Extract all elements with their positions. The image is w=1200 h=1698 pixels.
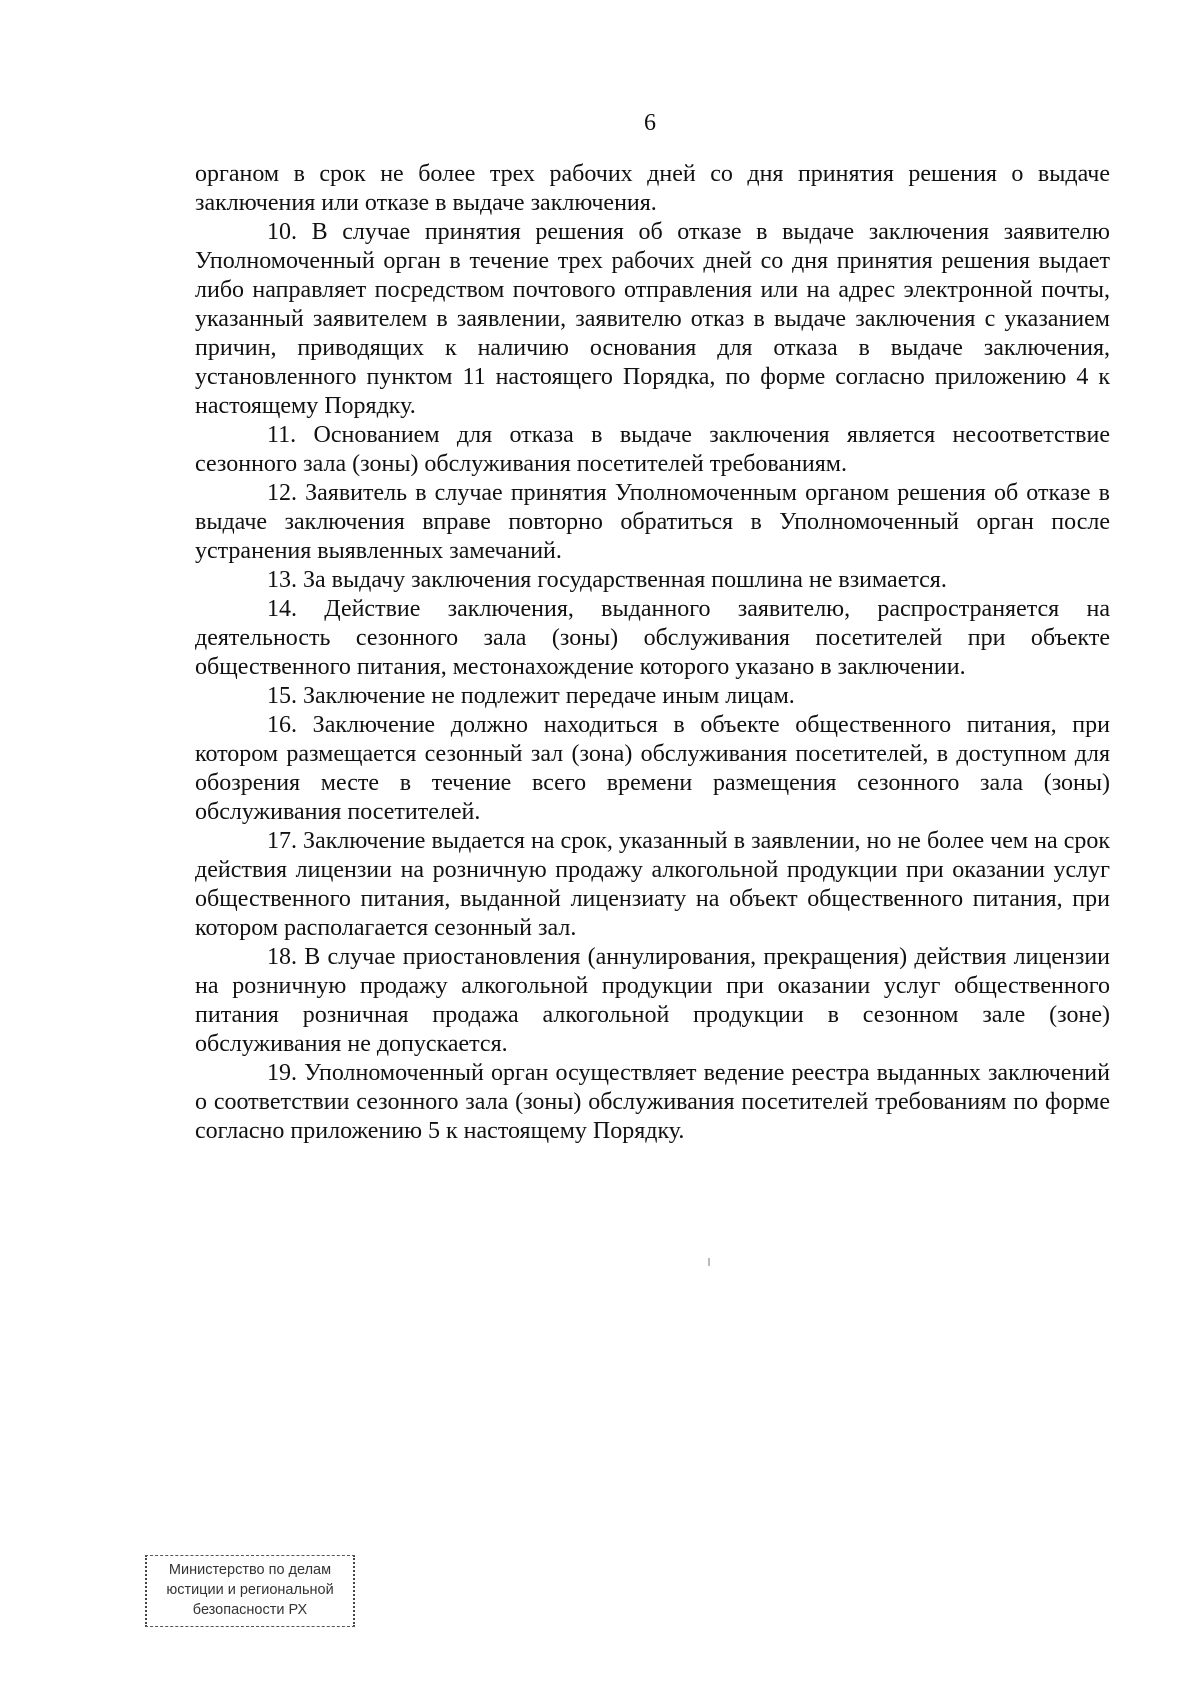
paragraph-17: 17. Заключение выдается на срок, указанный в заявлении, но не более чем на срок действия лицензии на розничную продажу алкогольной продукции при оказании услуг общественного питания, выданной лицензиату на объект общественного питания, при котором располагается сезонный зал. xyxy=(195,828,1110,941)
document-body xyxy=(195,160,1110,1146)
paragraph-11: 11. Основанием для отказа в выдаче заключения является несоответствие сезонного зала (зоны) обслуживания посетителей требованиям. xyxy=(195,422,1110,477)
paragraph-10: 10. В случае принятия решения об отказе в выдаче заключения заявителю Уполномоченный орган в течение трех рабочих дней со дня принятия решения выдает либо направляет посредством почтового отправления или на адрес электронной почты, указанный заявителем в заявлении, заявителю отказ в выдаче заключения с указанием причин, приводящих к наличию основания для отказа в выдаче заключения, установленного пунктом 11 настоящего Порядка, по форме согласно приложению 4 к настоящему Порядку. xyxy=(195,219,1110,419)
paragraph-continuation: органом в срок не более трех рабочих дней со дня принятия решения о выдаче заключения или отказе в выдаче заключения. xyxy=(195,161,1110,216)
stamp-line-3: безопасности РХ xyxy=(192,1602,308,1618)
scan-speck xyxy=(708,1258,710,1266)
page-number: 6 xyxy=(644,110,656,136)
paragraph-18: 18. В случае приостановления (аннулирования, прекращения) действия лицензии на розничную продажу алкогольной продукции при оказании услуг общественного питания розничная продажа алкогольной продукции в сезонном зале (зоне) обслуживания не допускается. xyxy=(195,944,1110,1057)
paragraph-16: 16. Заключение должно находиться в объекте общественного питания, при котором размещается сезонный зал (зона) обслуживания посетителей, в доступном для обозрения месте в течение всего времени размещения сезонного зала (зоны) обслуживания посетителей. xyxy=(195,712,1110,825)
paragraph-12: 12. Заявитель в случае принятия Уполномоченным органом решения об отказе в выдаче заключения вправе повторно обратиться в Уполномоченный орган после устранения выявленных замечаний. xyxy=(195,480,1110,564)
paragraph-13: 13. За выдачу заключения государственная пошлина не взимается. xyxy=(267,567,947,593)
paragraph-15: 15. Заключение не подлежит передаче иным лицам. xyxy=(267,683,795,709)
paragraph-14: 14. Действие заключения, выданного заявителю, распространяется на деятельность сезонного зала (зоны) обслуживания посетителей при объекте общественного питания, местонахождение которого указано в заключении. xyxy=(195,596,1110,680)
paragraph-19: 19. Уполномоченный орган осуществляет ведение реестра выданных заключений о соответствии сезонного зала (зоны) обслуживания посетителей требованиям по форме согласно приложению 5 к настоящему Порядку. xyxy=(195,1060,1110,1144)
ministry-stamp xyxy=(145,1555,355,1627)
stamp-line-2: юстиции и региональной xyxy=(166,1582,334,1598)
stamp-line-1: Министерство по делам xyxy=(168,1562,332,1578)
